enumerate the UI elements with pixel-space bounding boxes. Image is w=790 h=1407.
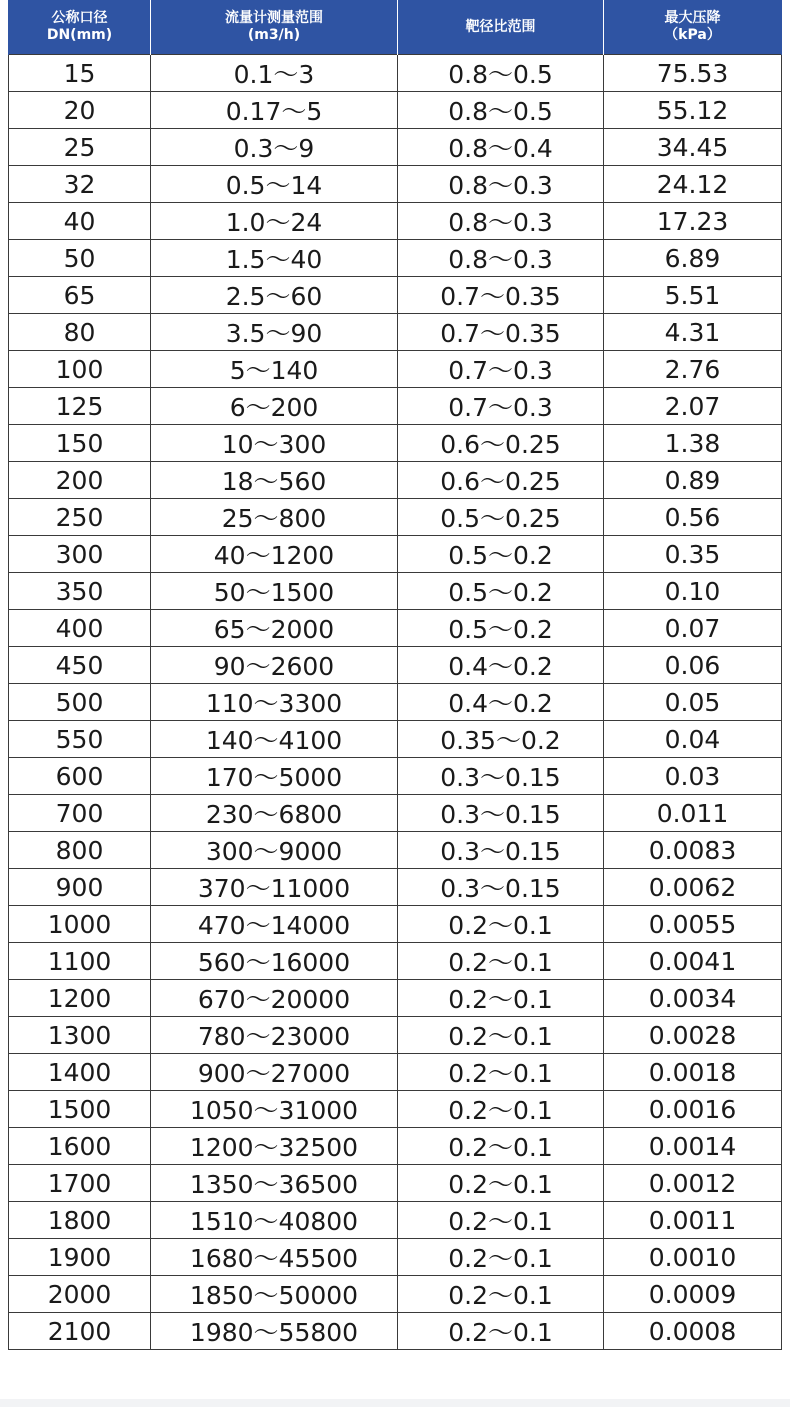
cell-max-pressure-drop: 4.31 — [604, 314, 782, 351]
cell-max-pressure-drop: 0.0008 — [604, 1313, 782, 1350]
cell-nominal-diameter: 600 — [9, 758, 151, 795]
cell-nominal-diameter: 300 — [9, 536, 151, 573]
cell-target-ratio: 0.3～0.15 — [398, 832, 604, 869]
cell-target-ratio: 0.2～0.1 — [398, 1128, 604, 1165]
cell-nominal-diameter: 50 — [9, 240, 151, 277]
table-row — [9, 684, 782, 721]
table-row — [9, 425, 782, 462]
cell-target-ratio: 0.8～0.3 — [398, 203, 604, 240]
cell-target-ratio: 0.2～0.1 — [398, 906, 604, 943]
table-row — [9, 203, 782, 240]
cell-max-pressure-drop: 0.56 — [604, 499, 782, 536]
cell-flow-range: 780～23000 — [151, 1017, 398, 1054]
cell-max-pressure-drop: 0.04 — [604, 721, 782, 758]
cell-target-ratio: 0.2～0.1 — [398, 1313, 604, 1350]
table-row — [9, 721, 782, 758]
cell-flow-range: 230～6800 — [151, 795, 398, 832]
table-row — [9, 943, 782, 980]
table-row — [9, 1276, 782, 1313]
cell-target-ratio: 0.7～0.35 — [398, 277, 604, 314]
table-row — [9, 869, 782, 906]
cell-nominal-diameter: 800 — [9, 832, 151, 869]
cell-max-pressure-drop: 0.0055 — [604, 906, 782, 943]
cell-max-pressure-drop: 0.0041 — [604, 943, 782, 980]
header-unit: （kPa） — [664, 27, 721, 43]
cell-nominal-diameter: 32 — [9, 166, 151, 203]
cell-target-ratio: 0.8～0.3 — [398, 166, 604, 203]
cell-flow-range: 1.5～40 — [151, 240, 398, 277]
table-row — [9, 832, 782, 869]
header-target-ratio — [398, 0, 604, 55]
table-row — [9, 240, 782, 277]
cell-nominal-diameter: 65 — [9, 277, 151, 314]
cell-nominal-diameter: 350 — [9, 573, 151, 610]
cell-max-pressure-drop: 0.0028 — [604, 1017, 782, 1054]
table-row — [9, 758, 782, 795]
table-row — [9, 610, 782, 647]
table-row — [9, 1165, 782, 1202]
cell-target-ratio: 0.2～0.1 — [398, 1239, 604, 1276]
cell-target-ratio: 0.7～0.3 — [398, 351, 604, 388]
cell-flow-range: 0.3～9 — [151, 129, 398, 166]
cell-nominal-diameter: 20 — [9, 92, 151, 129]
table-body — [9, 55, 782, 1350]
header-unit: (m3/h) — [247, 27, 301, 43]
cell-target-ratio: 0.2～0.1 — [398, 1202, 604, 1239]
cell-nominal-diameter: 80 — [9, 314, 151, 351]
table-row — [9, 573, 782, 610]
cell-flow-range: 0.17～5 — [151, 92, 398, 129]
cell-max-pressure-drop: 17.23 — [604, 203, 782, 240]
cell-flow-range: 65～2000 — [151, 610, 398, 647]
cell-nominal-diameter: 2100 — [9, 1313, 151, 1350]
table-row — [9, 980, 782, 1017]
cell-max-pressure-drop: 0.0009 — [604, 1276, 782, 1313]
cell-nominal-diameter: 1900 — [9, 1239, 151, 1276]
cell-target-ratio: 0.35～0.2 — [398, 721, 604, 758]
cell-flow-range: 1.0～24 — [151, 203, 398, 240]
cell-max-pressure-drop: 0.0014 — [604, 1128, 782, 1165]
cell-target-ratio: 0.3～0.15 — [398, 795, 604, 832]
cell-max-pressure-drop: 0.0016 — [604, 1091, 782, 1128]
table-row — [9, 1017, 782, 1054]
cell-max-pressure-drop: 24.12 — [604, 166, 782, 203]
cell-nominal-diameter: 1700 — [9, 1165, 151, 1202]
spec-table — [8, 0, 782, 1350]
cell-max-pressure-drop: 0.0018 — [604, 1054, 782, 1091]
cell-target-ratio: 0.8～0.4 — [398, 129, 604, 166]
cell-nominal-diameter: 15 — [9, 55, 151, 92]
cell-target-ratio: 0.2～0.1 — [398, 980, 604, 1017]
cell-flow-range: 300～9000 — [151, 832, 398, 869]
header-flow-range — [151, 0, 398, 55]
cell-target-ratio: 0.4～0.2 — [398, 647, 604, 684]
cell-flow-range: 1850～50000 — [151, 1276, 398, 1313]
table-row — [9, 1239, 782, 1276]
cell-nominal-diameter: 150 — [9, 425, 151, 462]
cell-flow-range: 560～16000 — [151, 943, 398, 980]
cell-nominal-diameter: 1300 — [9, 1017, 151, 1054]
table-row — [9, 129, 782, 166]
cell-flow-range: 0.1～3 — [151, 55, 398, 92]
cell-max-pressure-drop: 0.06 — [604, 647, 782, 684]
table-row — [9, 499, 782, 536]
table-header — [9, 0, 782, 55]
cell-target-ratio: 0.2～0.1 — [398, 943, 604, 980]
cell-flow-range: 1980～55800 — [151, 1313, 398, 1350]
cell-nominal-diameter: 100 — [9, 351, 151, 388]
cell-target-ratio: 0.8～0.5 — [398, 55, 604, 92]
cell-target-ratio: 0.8～0.5 — [398, 92, 604, 129]
cell-flow-range: 25～800 — [151, 499, 398, 536]
table-row — [9, 1313, 782, 1350]
table-row — [9, 1128, 782, 1165]
cell-nominal-diameter: 1400 — [9, 1054, 151, 1091]
cell-nominal-diameter: 2000 — [9, 1276, 151, 1313]
cell-target-ratio: 0.7～0.3 — [398, 388, 604, 425]
cell-nominal-diameter: 500 — [9, 684, 151, 721]
table-row — [9, 536, 782, 573]
table-row — [9, 92, 782, 129]
table-row — [9, 1091, 782, 1128]
cell-flow-range: 1680～45500 — [151, 1239, 398, 1276]
cell-max-pressure-drop: 0.07 — [604, 610, 782, 647]
cell-nominal-diameter: 400 — [9, 610, 151, 647]
cell-nominal-diameter: 1000 — [9, 906, 151, 943]
cell-nominal-diameter: 1800 — [9, 1202, 151, 1239]
table-row — [9, 795, 782, 832]
cell-max-pressure-drop: 55.12 — [604, 92, 782, 129]
header-unit: DN(mm) — [46, 27, 113, 43]
cell-flow-range: 170～5000 — [151, 758, 398, 795]
header-label: 最大压降 — [664, 10, 721, 26]
cell-nominal-diameter: 125 — [9, 388, 151, 425]
cell-target-ratio: 0.5～0.2 — [398, 610, 604, 647]
cell-max-pressure-drop: 0.10 — [604, 573, 782, 610]
cell-flow-range: 0.5～14 — [151, 166, 398, 203]
cell-flow-range: 2.5～60 — [151, 277, 398, 314]
cell-target-ratio: 0.3～0.15 — [398, 869, 604, 906]
cell-max-pressure-drop: 34.45 — [604, 129, 782, 166]
cell-max-pressure-drop: 0.0034 — [604, 980, 782, 1017]
cell-flow-range: 1350～36500 — [151, 1165, 398, 1202]
cell-max-pressure-drop: 0.03 — [604, 758, 782, 795]
table-row — [9, 388, 782, 425]
header-nominal-diameter — [9, 0, 151, 55]
cell-target-ratio: 0.5～0.25 — [398, 499, 604, 536]
table-row — [9, 462, 782, 499]
cell-target-ratio: 0.2～0.1 — [398, 1165, 604, 1202]
cell-flow-range: 1510～40800 — [151, 1202, 398, 1239]
cell-nominal-diameter: 250 — [9, 499, 151, 536]
cell-flow-range: 900～27000 — [151, 1054, 398, 1091]
table-row — [9, 351, 782, 388]
cell-nominal-diameter: 25 — [9, 129, 151, 166]
footer-strip — [0, 1399, 790, 1407]
cell-flow-range: 470～14000 — [151, 906, 398, 943]
cell-max-pressure-drop: 0.0012 — [604, 1165, 782, 1202]
cell-max-pressure-drop: 5.51 — [604, 277, 782, 314]
cell-flow-range: 6～200 — [151, 388, 398, 425]
cell-max-pressure-drop: 0.0011 — [604, 1202, 782, 1239]
header-row — [9, 0, 782, 55]
cell-max-pressure-drop: 0.89 — [604, 462, 782, 499]
header-max-pressure-drop — [604, 0, 782, 55]
cell-target-ratio: 0.3～0.15 — [398, 758, 604, 795]
cell-flow-range: 18～560 — [151, 462, 398, 499]
cell-flow-range: 1050～31000 — [151, 1091, 398, 1128]
cell-nominal-diameter: 550 — [9, 721, 151, 758]
cell-target-ratio: 0.5～0.2 — [398, 536, 604, 573]
table-row — [9, 314, 782, 351]
cell-nominal-diameter: 40 — [9, 203, 151, 240]
table-row — [9, 647, 782, 684]
cell-flow-range: 370～11000 — [151, 869, 398, 906]
cell-nominal-diameter: 1200 — [9, 980, 151, 1017]
cell-max-pressure-drop: 0.0062 — [604, 869, 782, 906]
table-row — [9, 277, 782, 314]
cell-flow-range: 140～4100 — [151, 721, 398, 758]
cell-flow-range: 110～3300 — [151, 684, 398, 721]
cell-target-ratio: 0.2～0.1 — [398, 1091, 604, 1128]
cell-max-pressure-drop: 0.05 — [604, 684, 782, 721]
cell-max-pressure-drop: 0.35 — [604, 536, 782, 573]
cell-target-ratio: 0.8～0.3 — [398, 240, 604, 277]
cell-nominal-diameter: 1600 — [9, 1128, 151, 1165]
cell-max-pressure-drop: 6.89 — [604, 240, 782, 277]
cell-flow-range: 50～1500 — [151, 573, 398, 610]
cell-nominal-diameter: 900 — [9, 869, 151, 906]
cell-max-pressure-drop: 0.011 — [604, 795, 782, 832]
cell-target-ratio: 0.4～0.2 — [398, 684, 604, 721]
cell-target-ratio: 0.5～0.2 — [398, 573, 604, 610]
header-label: 靶径比范围 — [465, 18, 536, 35]
table-row — [9, 906, 782, 943]
cell-max-pressure-drop: 75.53 — [604, 55, 782, 92]
header-label: 流量计测量范围 — [225, 10, 323, 26]
cell-nominal-diameter: 700 — [9, 795, 151, 832]
cell-nominal-diameter: 200 — [9, 462, 151, 499]
header-label: 公称口径 — [51, 10, 108, 26]
cell-flow-range: 10～300 — [151, 425, 398, 462]
table-row — [9, 55, 782, 92]
cell-nominal-diameter: 1100 — [9, 943, 151, 980]
cell-max-pressure-drop: 1.38 — [604, 425, 782, 462]
cell-max-pressure-drop: 2.07 — [604, 388, 782, 425]
table-row — [9, 1054, 782, 1091]
cell-max-pressure-drop: 0.0010 — [604, 1239, 782, 1276]
cell-max-pressure-drop: 2.76 — [604, 351, 782, 388]
cell-max-pressure-drop: 0.0083 — [604, 832, 782, 869]
cell-flow-range: 3.5～90 — [151, 314, 398, 351]
cell-target-ratio: 0.6～0.25 — [398, 425, 604, 462]
cell-nominal-diameter: 1500 — [9, 1091, 151, 1128]
cell-flow-range: 90～2600 — [151, 647, 398, 684]
cell-flow-range: 670～20000 — [151, 980, 398, 1017]
table-row — [9, 166, 782, 203]
cell-target-ratio: 0.2～0.1 — [398, 1054, 604, 1091]
cell-flow-range: 1200～32500 — [151, 1128, 398, 1165]
cell-target-ratio: 0.6～0.25 — [398, 462, 604, 499]
cell-target-ratio: 0.2～0.1 — [398, 1276, 604, 1313]
cell-target-ratio: 0.2～0.1 — [398, 1017, 604, 1054]
cell-flow-range: 40～1200 — [151, 536, 398, 573]
cell-target-ratio: 0.7～0.35 — [398, 314, 604, 351]
cell-nominal-diameter: 450 — [9, 647, 151, 684]
cell-flow-range: 5～140 — [151, 351, 398, 388]
table-row — [9, 1202, 782, 1239]
